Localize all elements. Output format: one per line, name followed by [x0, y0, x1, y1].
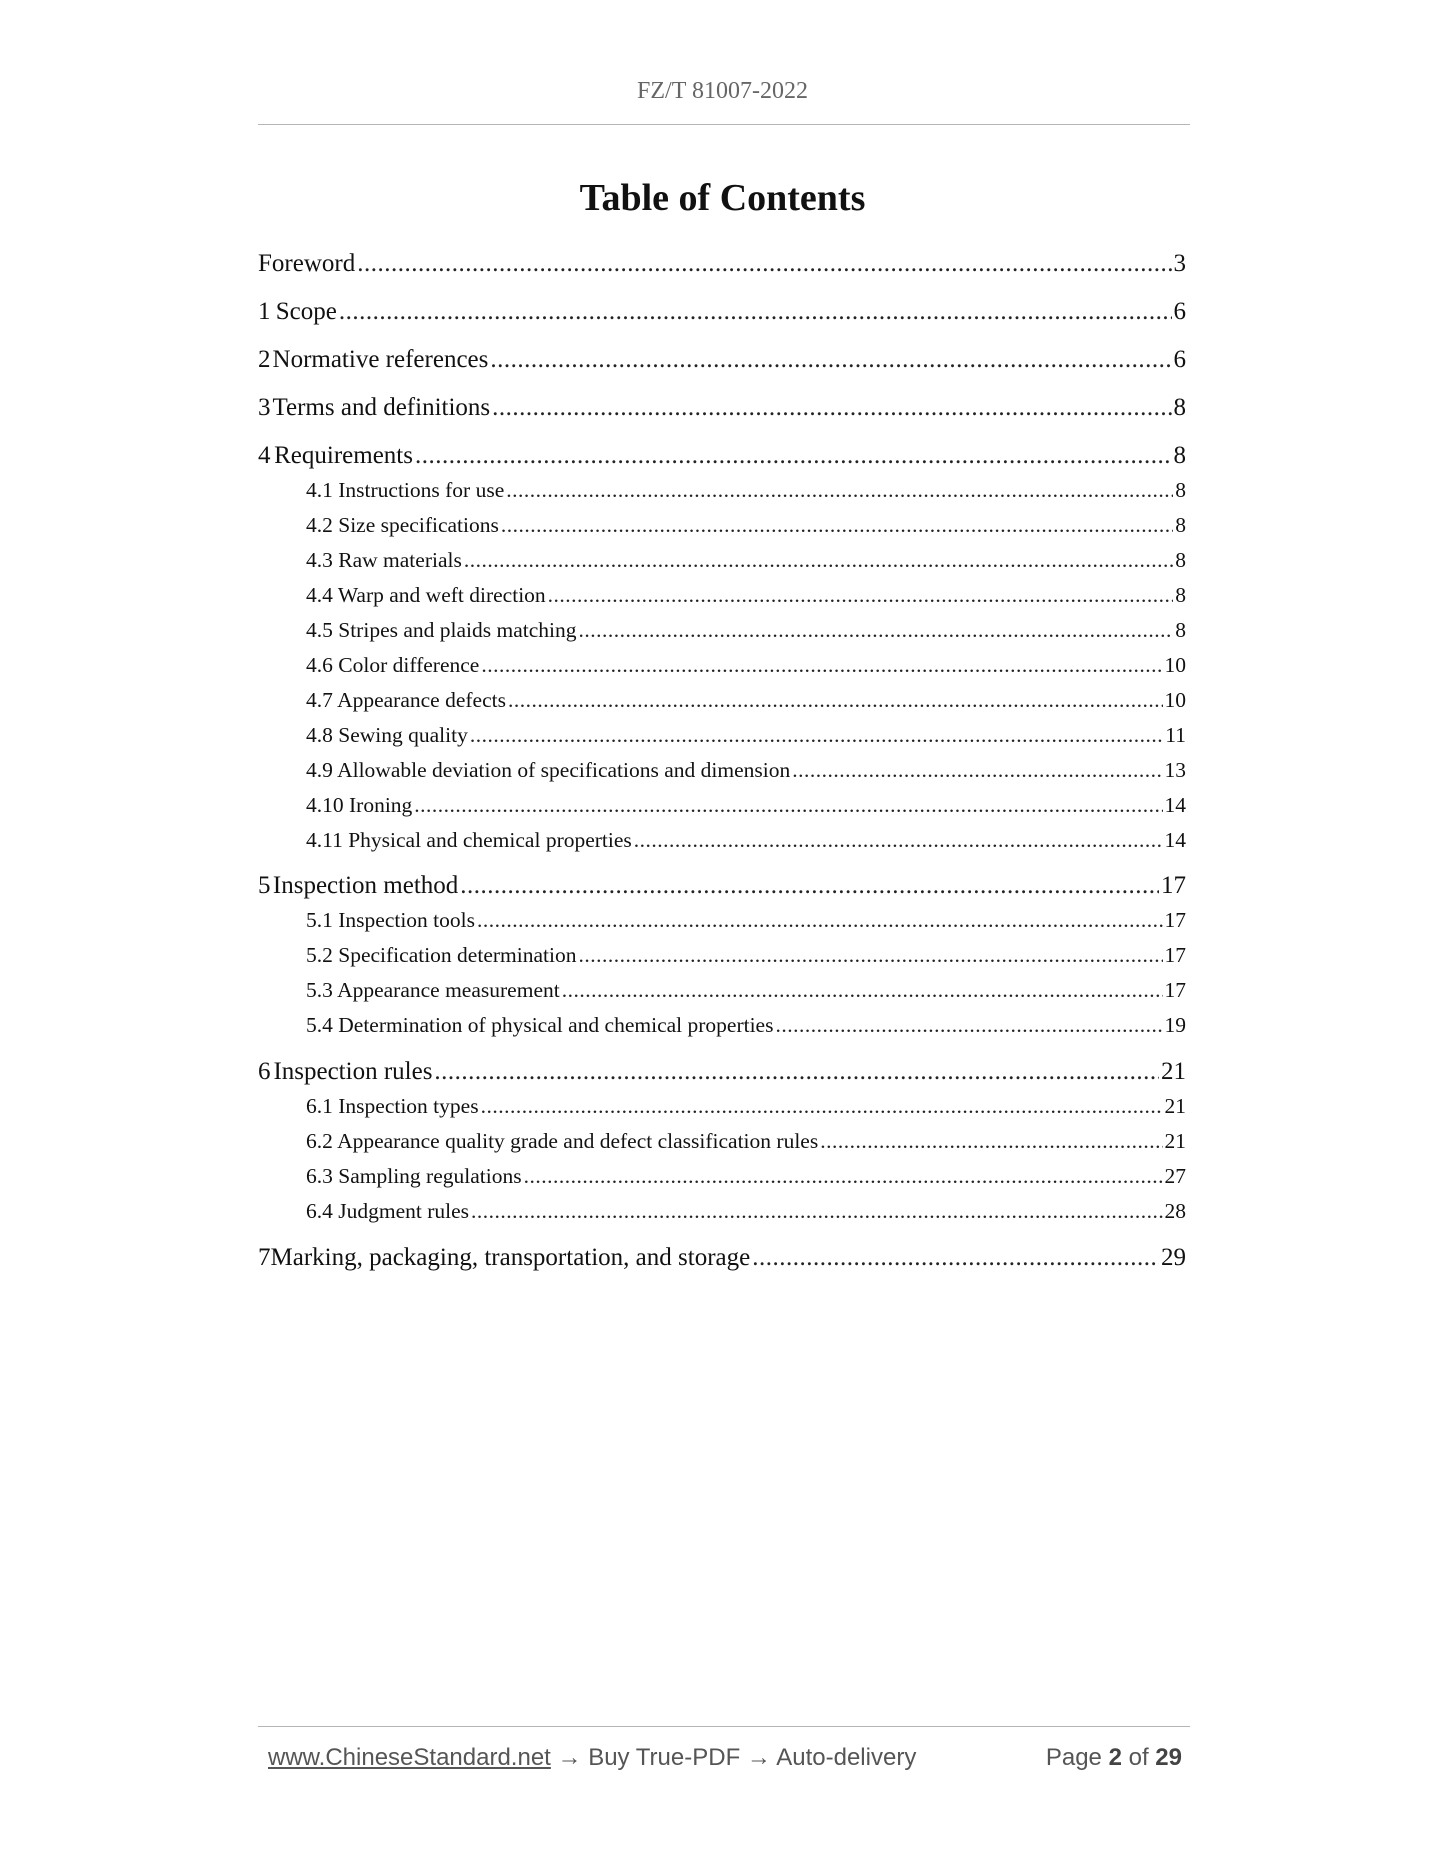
toc-entry-4-1[interactable]	[258, 478, 1186, 508]
toc-leader	[524, 1164, 1163, 1189]
toc-entry-4-10[interactable]	[258, 793, 1186, 823]
toc-label: 4.11 Physical and chemical properties	[306, 828, 632, 852]
toc-leader	[460, 872, 1159, 900]
toc-page: 10	[1164, 688, 1186, 712]
toc-entry-5-3[interactable]	[258, 978, 1186, 1008]
toc-leader	[562, 978, 1163, 1003]
toc-entry-5-4[interactable]	[258, 1013, 1186, 1043]
toc-label: 5.3 Appearance measurement	[306, 978, 560, 1002]
toc-leader	[579, 618, 1174, 643]
toc-page: 17	[1164, 908, 1186, 932]
toc-leader	[464, 548, 1173, 573]
toc-label: 4.1 Instructions for use	[306, 478, 505, 502]
toc-entry-4-6[interactable]	[258, 653, 1186, 683]
toc-entry-5-2[interactable]	[258, 943, 1186, 973]
toc-number: 6	[258, 1058, 271, 1085]
auto-delivery-text: Auto-delivery	[776, 1744, 917, 1771]
toc-page: 8	[1173, 394, 1186, 421]
toc-label: Normative references	[272, 346, 489, 373]
toc-leader	[775, 1013, 1162, 1038]
toc-leader	[357, 250, 1171, 278]
toc-leader	[820, 1129, 1162, 1154]
toc-page: 11	[1165, 723, 1186, 747]
toc-number: 2	[258, 346, 271, 373]
toc-leader	[470, 723, 1163, 748]
toc-page: 17	[1164, 943, 1186, 967]
toc-leader	[434, 1058, 1159, 1086]
toc-entry-foreword[interactable]	[258, 250, 1186, 286]
toc-label: 5.4 Determination of physical and chemical properties	[306, 1013, 774, 1037]
toc-entry-6-4[interactable]	[258, 1199, 1186, 1229]
toc-label: 6.2 Appearance quality grade and defect classification rules	[306, 1129, 819, 1153]
toc-page: 8	[1175, 618, 1186, 642]
toc-page: 14	[1164, 793, 1186, 817]
toc-page: 17	[1161, 872, 1186, 899]
toc-entry-4-8[interactable]	[258, 723, 1186, 753]
page-indicator	[1046, 1744, 1182, 1772]
toc-entry-marking-packaging[interactable]	[258, 1244, 1186, 1280]
footer-promo	[268, 1744, 916, 1772]
arrow-right-icon: →	[557, 1744, 582, 1771]
toc-entry-6-3[interactable]	[258, 1164, 1186, 1194]
document-code: FZ/T 81007-2022	[637, 78, 808, 104]
page-word: Page	[1045, 1744, 1102, 1771]
toc-leader	[481, 653, 1162, 678]
page-title: Table of Contents	[579, 177, 866, 219]
toc-label: 4.8 Sewing quality	[306, 723, 468, 747]
toc-leader	[492, 394, 1171, 422]
toc-number: 4	[258, 442, 271, 469]
toc-page: 14	[1164, 828, 1186, 852]
header-divider	[258, 124, 1190, 125]
toc-label: 4.5 Stripes and plaids matching	[306, 618, 577, 642]
toc-label: 4.6 Color difference	[306, 653, 480, 677]
toc-entry-4-5[interactable]	[258, 618, 1186, 648]
toc-label: Marking, packaging, transportation, and storage	[270, 1244, 751, 1271]
toc-label: 6.3 Sampling regulations	[306, 1164, 522, 1188]
toc-leader	[414, 793, 1162, 818]
toc-page: 8	[1175, 583, 1186, 607]
toc-label: 4.7 Appearance defects	[306, 688, 506, 712]
toc-leader	[481, 1094, 1163, 1119]
toc-entry-requirements[interactable]	[258, 442, 1186, 478]
buy-true-pdf-text: Buy True-PDF	[588, 1744, 741, 1771]
toc-leader	[548, 583, 1174, 608]
toc-entry-6-2[interactable]	[258, 1129, 1186, 1159]
toc-entry-5-1[interactable]	[258, 908, 1186, 938]
toc-page: 8	[1175, 478, 1186, 502]
toc-entry-4-2[interactable]	[258, 513, 1186, 543]
website-link[interactable]: www.ChineseStandard.net	[268, 1744, 551, 1771]
footer-divider	[258, 1726, 1190, 1727]
toc-number: 5	[258, 872, 271, 899]
toc-page: 21	[1164, 1129, 1186, 1153]
toc-label: Scope	[275, 298, 337, 325]
toc-leader	[501, 513, 1173, 538]
of-word: of	[1128, 1744, 1149, 1771]
toc-page: 28	[1164, 1199, 1186, 1223]
toc-leader	[415, 442, 1172, 470]
toc-entry-terms-and-definitions[interactable]	[258, 394, 1186, 430]
toc-leader	[339, 298, 1172, 326]
current-page-number: 2	[1108, 1744, 1122, 1771]
page-footer	[268, 1744, 1182, 1780]
toc-leader	[508, 688, 1163, 713]
toc-leader	[752, 1244, 1159, 1272]
toc-label: Terms and definitions	[272, 394, 491, 421]
toc-leader	[471, 1199, 1162, 1224]
toc-page: 8	[1173, 442, 1186, 469]
toc-page: 27	[1164, 1164, 1186, 1188]
toc-leader	[792, 758, 1162, 783]
toc-label: 4.4 Warp and weft direction	[306, 583, 546, 607]
toc-entry-4-7[interactable]	[258, 688, 1186, 718]
toc-leader	[490, 346, 1171, 374]
toc-page: 29	[1161, 1244, 1186, 1271]
toc-number: 3	[258, 394, 271, 421]
toc-entry-inspection-method[interactable]	[258, 872, 1186, 908]
toc-page: 3	[1173, 250, 1186, 277]
toc-label: Requirements	[274, 442, 413, 469]
toc-leader	[634, 828, 1163, 853]
toc-entry-inspection-rules[interactable]	[258, 1058, 1186, 1094]
toc-leader	[578, 943, 1162, 968]
toc-label: Foreword	[258, 250, 356, 277]
toc-label: Inspection method	[272, 872, 459, 899]
toc-number: 7	[258, 1244, 271, 1271]
total-page-count: 29	[1155, 1744, 1182, 1771]
toc-entry-4-4[interactable]	[258, 583, 1186, 613]
toc-label: 4.2 Size specifications	[306, 513, 499, 537]
toc-label: 5.2 Specification determination	[306, 943, 577, 967]
toc-page: 10	[1164, 653, 1186, 677]
arrow-right-icon: →	[746, 1744, 771, 1771]
toc-page: 19	[1164, 1013, 1186, 1037]
toc-leader	[477, 908, 1163, 933]
toc-page: 8	[1175, 548, 1186, 572]
toc-page: 8	[1175, 513, 1186, 537]
toc-entry-4-11[interactable]	[258, 828, 1186, 858]
toc-label: 5.1 Inspection tools	[306, 908, 475, 932]
toc-entry-4-9[interactable]	[258, 758, 1186, 788]
toc-label: 6.1 Inspection types	[306, 1094, 479, 1118]
toc-label: 4.9 Allowable deviation of specifications and dimension	[306, 758, 791, 782]
toc-page: 13	[1164, 758, 1186, 782]
toc-entry-normative-references[interactable]	[258, 346, 1186, 382]
toc-label: 6.4 Judgment rules	[306, 1199, 470, 1223]
toc-page: 6	[1173, 298, 1186, 325]
toc-page: 17	[1164, 978, 1186, 1002]
toc-page: 21	[1164, 1094, 1186, 1118]
toc-label: 4.3 Raw materials	[306, 548, 462, 572]
toc-entry-4-3[interactable]	[258, 548, 1186, 578]
toc-label: 4.10 Ironing	[306, 793, 413, 817]
toc-page: 21	[1161, 1058, 1186, 1085]
toc-label: Inspection rules	[273, 1058, 433, 1085]
toc-leader	[506, 478, 1173, 503]
toc-entry-scope[interactable]	[258, 298, 1186, 334]
toc-page: 6	[1173, 346, 1186, 373]
toc-number: 1	[258, 298, 271, 325]
toc-entry-6-1[interactable]	[258, 1094, 1186, 1124]
